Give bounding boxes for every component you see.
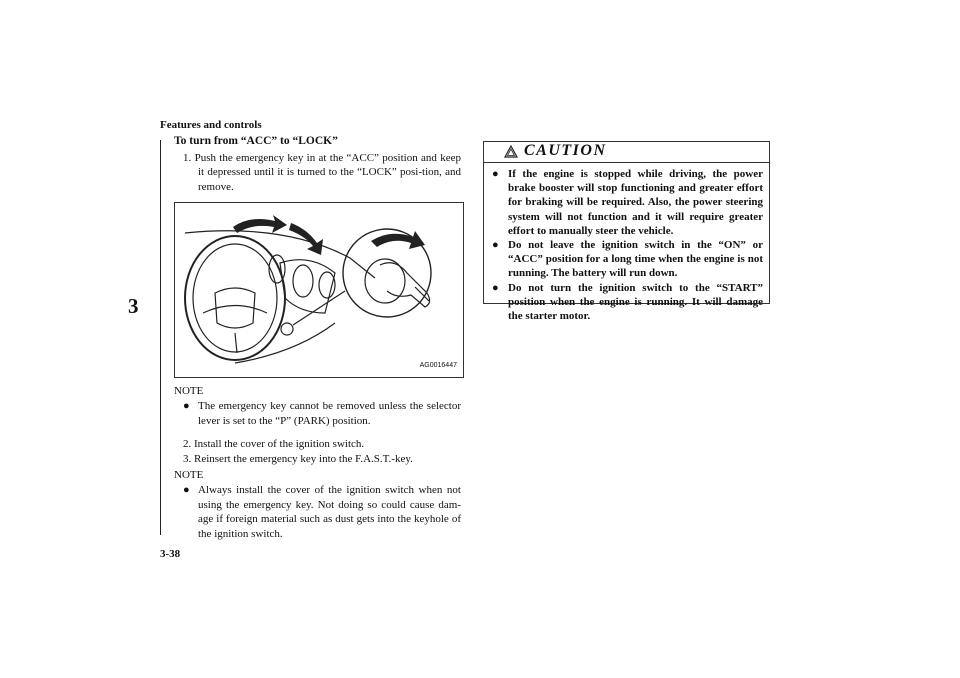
chapter-tab: 3 bbox=[128, 294, 139, 318]
note-2-text: Always install the cover of the ignition switch when not using the emergency key. Not doing so could cause dam-age if foreign material such as dust gets into the keyhole of the ignition switch. bbox=[198, 483, 461, 540]
note-label-2: NOTE bbox=[174, 469, 204, 482]
procedure-heading: To turn from “ACC” to “LOCK” bbox=[174, 135, 338, 147]
bullet-icon: ● bbox=[183, 399, 190, 412]
ignition-figure bbox=[174, 202, 464, 378]
step-2: 2. Install the cover of the ignition switch. bbox=[183, 438, 365, 451]
figure-code: AG0016447 bbox=[419, 361, 457, 369]
bullet-icon: ● bbox=[492, 239, 499, 252]
bullet-icon: ● bbox=[183, 483, 190, 496]
note-1-text: The emergency key cannot be removed unless the selector lever is set to the “P” (PARK) position. bbox=[198, 399, 461, 427]
note-label-1: NOTE bbox=[174, 385, 204, 398]
step-1: 1. Push the emergency key in at the “ACC” position and keep it depressed until it is turned to the “LOCK” posi-tion, and remove. bbox=[183, 151, 461, 193]
step-3: 3. Reinsert the emergency key into the F.A.S.T.-key. bbox=[183, 452, 413, 465]
chapter-divider bbox=[160, 140, 161, 535]
left-column bbox=[174, 134, 461, 541]
note-2-item bbox=[174, 483, 461, 541]
note-1-item bbox=[174, 399, 461, 428]
caution-item bbox=[490, 238, 763, 281]
caution-text: Do not turn the ignition switch to the “START” position when the engine is running. It will damage the starter motor. bbox=[508, 281, 763, 323]
caution-text: Do not leave the ignition switch in the “ON” or “ACC” position for a long time when the engine is not running. The battery will run down. bbox=[508, 239, 763, 280]
bullet-icon: ● bbox=[492, 281, 499, 294]
caution-item bbox=[490, 281, 763, 324]
bullet-icon: ● bbox=[492, 168, 499, 180]
steering-ignition-illustration bbox=[175, 203, 463, 377]
warning-triangle-icon bbox=[504, 145, 518, 158]
page-number: 3-38 bbox=[160, 548, 181, 560]
caution-item bbox=[490, 167, 763, 238]
caution-header bbox=[484, 142, 769, 163]
caution-body bbox=[484, 163, 769, 323]
caution-title: CAUTION bbox=[524, 142, 607, 159]
caution-box bbox=[483, 141, 770, 323]
caution-text: If the engine is stopped while driving, the power brake booster will stop functioning and greater effort for braking will be required. Also, the power steering system will not function and it will require greater effort to manually steer the vehicle. bbox=[508, 168, 763, 237]
section-header: Features and controls bbox=[160, 119, 262, 131]
